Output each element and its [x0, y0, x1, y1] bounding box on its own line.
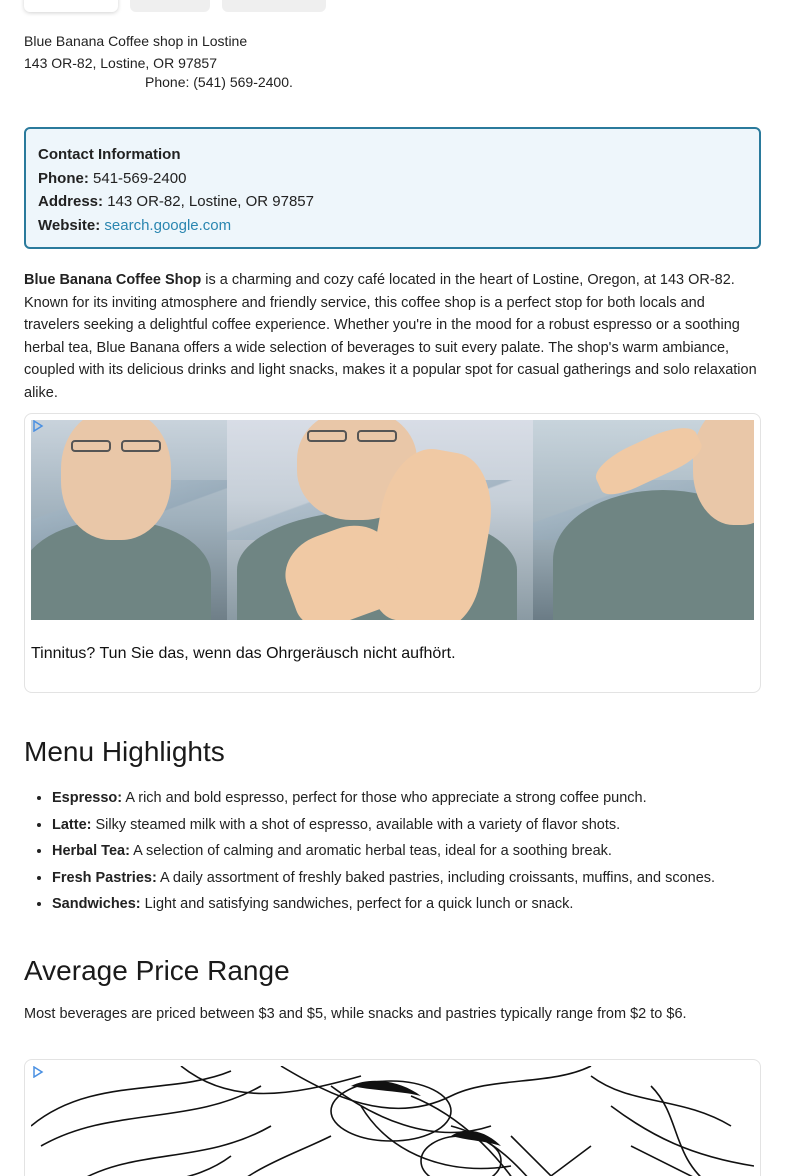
top-tab-active[interactable]: [24, 0, 118, 12]
business-address-line: 143 OR-82, Lostine, OR 97857: [24, 55, 218, 71]
website-link[interactable]: search.google.com: [104, 216, 232, 234]
menu-item: [52, 838, 752, 865]
phone-label: Phone:: [38, 169, 89, 187]
business-phone-line: Phone: (541) 569-2400.: [145, 74, 293, 90]
intro-text: is a charming and cozy café located in the heart of Lostine, Oregon, at 143 OR-82. Known for its inviting atmosphere and friendly service, this coffee shop is a perfect stop for both locals and travelers seeking a delightful coffee experience. Whether you're in the mood for a robust espresso or a soothing herbal tea, Blue Banana offers a wide selection of beverages to suit every palate. The shop's warm ambiance, coupled with its delicious drinks and light snacks, makes it a popular spot for casual gatherings and solo relaxation alike.: [24, 272, 757, 401]
top-tab[interactable]: [130, 0, 210, 12]
business-name-line: Blue Banana Coffee shop in Lostine: [24, 33, 248, 49]
contact-phone-row: [38, 167, 747, 191]
menu-item-desc: A daily assortment of freshly baked pastries, including croissants, muffins, and scones.: [156, 869, 716, 886]
intro-bold-name: Blue Banana Coffee Shop: [24, 272, 202, 288]
ad-caption[interactable]: Tinnitus? Tun Sie das, wenn das Ohrgeräusch nicht aufhört.: [31, 645, 456, 662]
menu-item-desc: A selection of calming and aromatic herbal teas, ideal for a soothing break.: [129, 843, 612, 859]
ad-image[interactable]: [31, 420, 754, 620]
top-tab[interactable]: [222, 0, 326, 12]
address-value: 143 OR-82, Lostine, OR 97857: [107, 193, 314, 210]
menu-item-name: Espresso:: [52, 790, 123, 806]
menu-list: [52, 785, 752, 918]
intro-paragraph: [24, 269, 761, 404]
menu-item-name: Latte:: [52, 816, 92, 833]
business-address-block: [24, 30, 247, 74]
ad-image-panel-left: [31, 420, 227, 620]
menu-heading: Menu Highlights: [24, 736, 225, 767]
menu-item-name: Fresh Pastries:: [52, 869, 157, 886]
phone-value: 541-569-2400: [93, 169, 187, 187]
menu-item-desc: A rich and bold espresso, perfect for those who appreciate a strong coffee punch.: [122, 790, 647, 806]
ad-image-panel-center: [227, 420, 533, 620]
website-label: Website:: [38, 216, 101, 234]
ad-card-tinnitus[interactable]: [24, 413, 761, 693]
price-text: Most beverages are priced between $3 and $5, while snacks and pastries typically range from $2 to $6.: [24, 1006, 687, 1022]
address-label: Address:: [38, 193, 104, 210]
contact-address-row: [38, 190, 747, 214]
ad-sketch-image[interactable]: [31, 1066, 754, 1176]
menu-item: [52, 891, 752, 918]
contact-website-row: [38, 214, 747, 238]
contact-title: Contact Information: [38, 146, 181, 163]
adchoices-icon[interactable]: [32, 420, 46, 434]
ad-card-sketch[interactable]: [24, 1059, 761, 1176]
menu-item: [52, 865, 752, 892]
ad-image-panel-right: [533, 420, 754, 620]
contact-info-box: [24, 127, 761, 249]
menu-item-desc: Silky steamed milk with a shot of espresso, available with a variety of flavor shots.: [91, 816, 621, 833]
price-heading: Average Price Range: [24, 955, 290, 986]
menu-item-name: Herbal Tea:: [52, 843, 130, 859]
menu-item: [52, 812, 752, 839]
adchoices-icon[interactable]: [32, 1066, 46, 1080]
menu-item-desc: Light and satisfying sandwiches, perfect for a quick lunch or snack.: [140, 896, 574, 912]
menu-item: [52, 785, 752, 812]
menu-item-name: Sandwiches:: [52, 896, 141, 912]
